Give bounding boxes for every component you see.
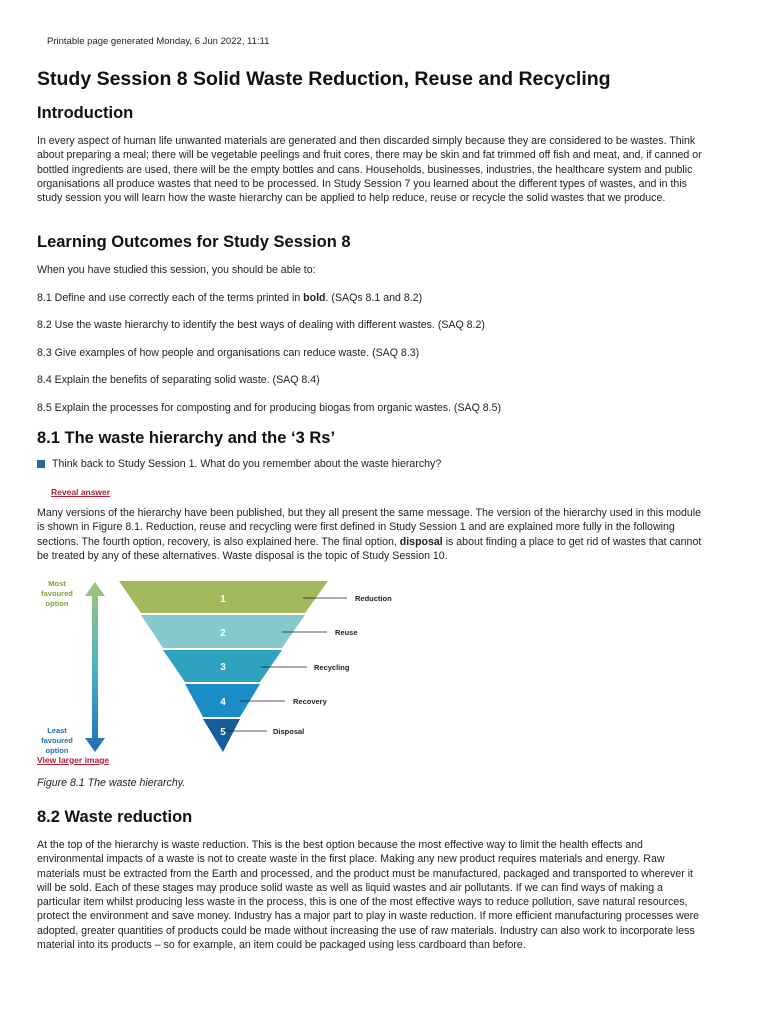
outcome-item-1-ref: . (SAQs 8.1 and 8.2) [325, 292, 423, 304]
arrow-top-label-2: favoured [41, 589, 73, 598]
arrow-bottom-label-2: favoured [41, 736, 73, 745]
outcome-item-4: 8.4 Explain the benefits of separating solid waste. (SAQ 8.4) [37, 374, 320, 386]
question-prompt [37, 458, 441, 470]
arrow-bottom-label-3: option [45, 746, 69, 755]
intro-heading: Introduction [37, 104, 134, 122]
level-3-number: 3 [220, 662, 226, 673]
section-8-2-heading: 8.2 Waste reduction [37, 808, 193, 826]
level-1-label: Reduction [355, 594, 392, 603]
outcome-item-1-text: 8.1 Define and use correctly each of the terms printed in [37, 292, 304, 304]
level-5-number: 5 [220, 727, 226, 738]
section-8-2-paragraph: At the top of the hierarchy is waste reduction. This is the best option because the most effective way to limit the health effects and environmental impacts of a waste is not to create waste in the first place. Making any new product requires materials and energy. Raw materials must be extracted from the Earth and processed, and the product must be manufactured, packaged and transported to wherever it will be sold. Each of these stages may produce solid waste as well as liquid wastes and air pollutants. If we can find ways of making a particular item whilst producing less waste in the process, this is one of the most effective ways to reduce pollution, save natural resources, protect the environment and save money. Industry has a major part to play in waste reduction. If more efficient manufacturing processes were adopted, greater quantities of products could be made without increasing the use of raw materials. Industry can also work to incorporate less material into its products – so for example, an item could be packaged using less cardboard than before. [37, 839, 700, 952]
waste-hierarchy-figure [37, 574, 437, 764]
level-3-label: Recycling [314, 663, 350, 672]
question-text: Think back to Study Session 1. What do you remember about the waste hierarchy? [52, 458, 442, 470]
level-5-label: Disposal [273, 727, 305, 736]
outcome-item-1-bold: bold [303, 292, 326, 304]
level-1-number: 1 [220, 594, 226, 605]
paragraph-text-end: is about finding a place to get rid of wastes that cannot be treated by any of these alternatives. Waste disposal is the topic of Study Session 10. [37, 535, 702, 562]
section-8-1-paragraph [37, 506, 703, 563]
paragraph-bold-term: disposal [399, 535, 443, 548]
reveal-answer-link[interactable]: Reveal answer [51, 487, 111, 497]
arrow-bottom-label-1: Least [47, 726, 67, 735]
paragraph-text-start: Many versions of the hierarchy have been published, but they all present the same message. The version of the hierarchy used in this module is shown in Figure 8.1. Reduction, reuse and recycling were first defined in Study Session 1 and are explained more fully in the following sections. The fourth option, recovery, is also explained here. The final option, [37, 507, 702, 548]
outcome-item-2: 8.2 Use the waste hierarchy to identify the best ways of dealing with different wastes. (SAQ 8.2) [37, 319, 485, 331]
outcome-item-5: 8.5 Explain the processes for composting and for producing biogas from organic wastes. (SAQ 8.5) [37, 402, 502, 414]
figure-caption: Figure 8.1 The waste hierarchy. [37, 777, 186, 789]
outcomes-heading: Learning Outcomes for Study Session 8 [37, 233, 351, 251]
level-4-number: 4 [220, 697, 226, 708]
outcome-item-1 [37, 291, 422, 305]
page-title: Study Session 8 Solid Waste Reduction, Reuse and Recycling [37, 68, 611, 90]
section-8-1-heading: 8.1 The waste hierarchy and the ‘3 Rs’ [37, 429, 336, 447]
intro-paragraph: In every aspect of human life unwanted materials are generated and then discarded simply because they are considered to be wastes. Think about preparing a meal; there will be vegetable peelings and fruit cores, there may be skin and fat trimmed off fish and meat, and, if canned or bottled ingredients are used, there will be the empty bottles and cans. Households, businesses, industries, the healthcare system and public organisations all produce wastes that need to be processed. In Study Session 7 you learned about the different types of wastes, and in this study session you will learn how the waste hierarchy can be applied to help reduce, reuse or recycle the solid wastes that we produce. [37, 135, 702, 205]
view-larger-image-link[interactable]: View larger image [37, 755, 110, 765]
favoured-arrow-icon [85, 582, 105, 752]
outcome-item-3: 8.3 Give examples of how people and organisations can reduce waste. (SAQ 8.3) [37, 347, 420, 359]
arrow-top-label-1: Most [48, 579, 66, 588]
outcomes-lead: When you have studied this session, you should be able to: [37, 264, 316, 276]
arrow-top-label-3: option [45, 599, 69, 608]
level-2-number: 2 [220, 628, 226, 639]
question-marker-icon [37, 460, 45, 468]
print-timestamp: Printable page generated Monday, 6 Jun 2022, 11:11 [47, 36, 270, 47]
level-4-label: Recovery [293, 697, 327, 706]
level-2-label: Reuse [335, 628, 358, 637]
